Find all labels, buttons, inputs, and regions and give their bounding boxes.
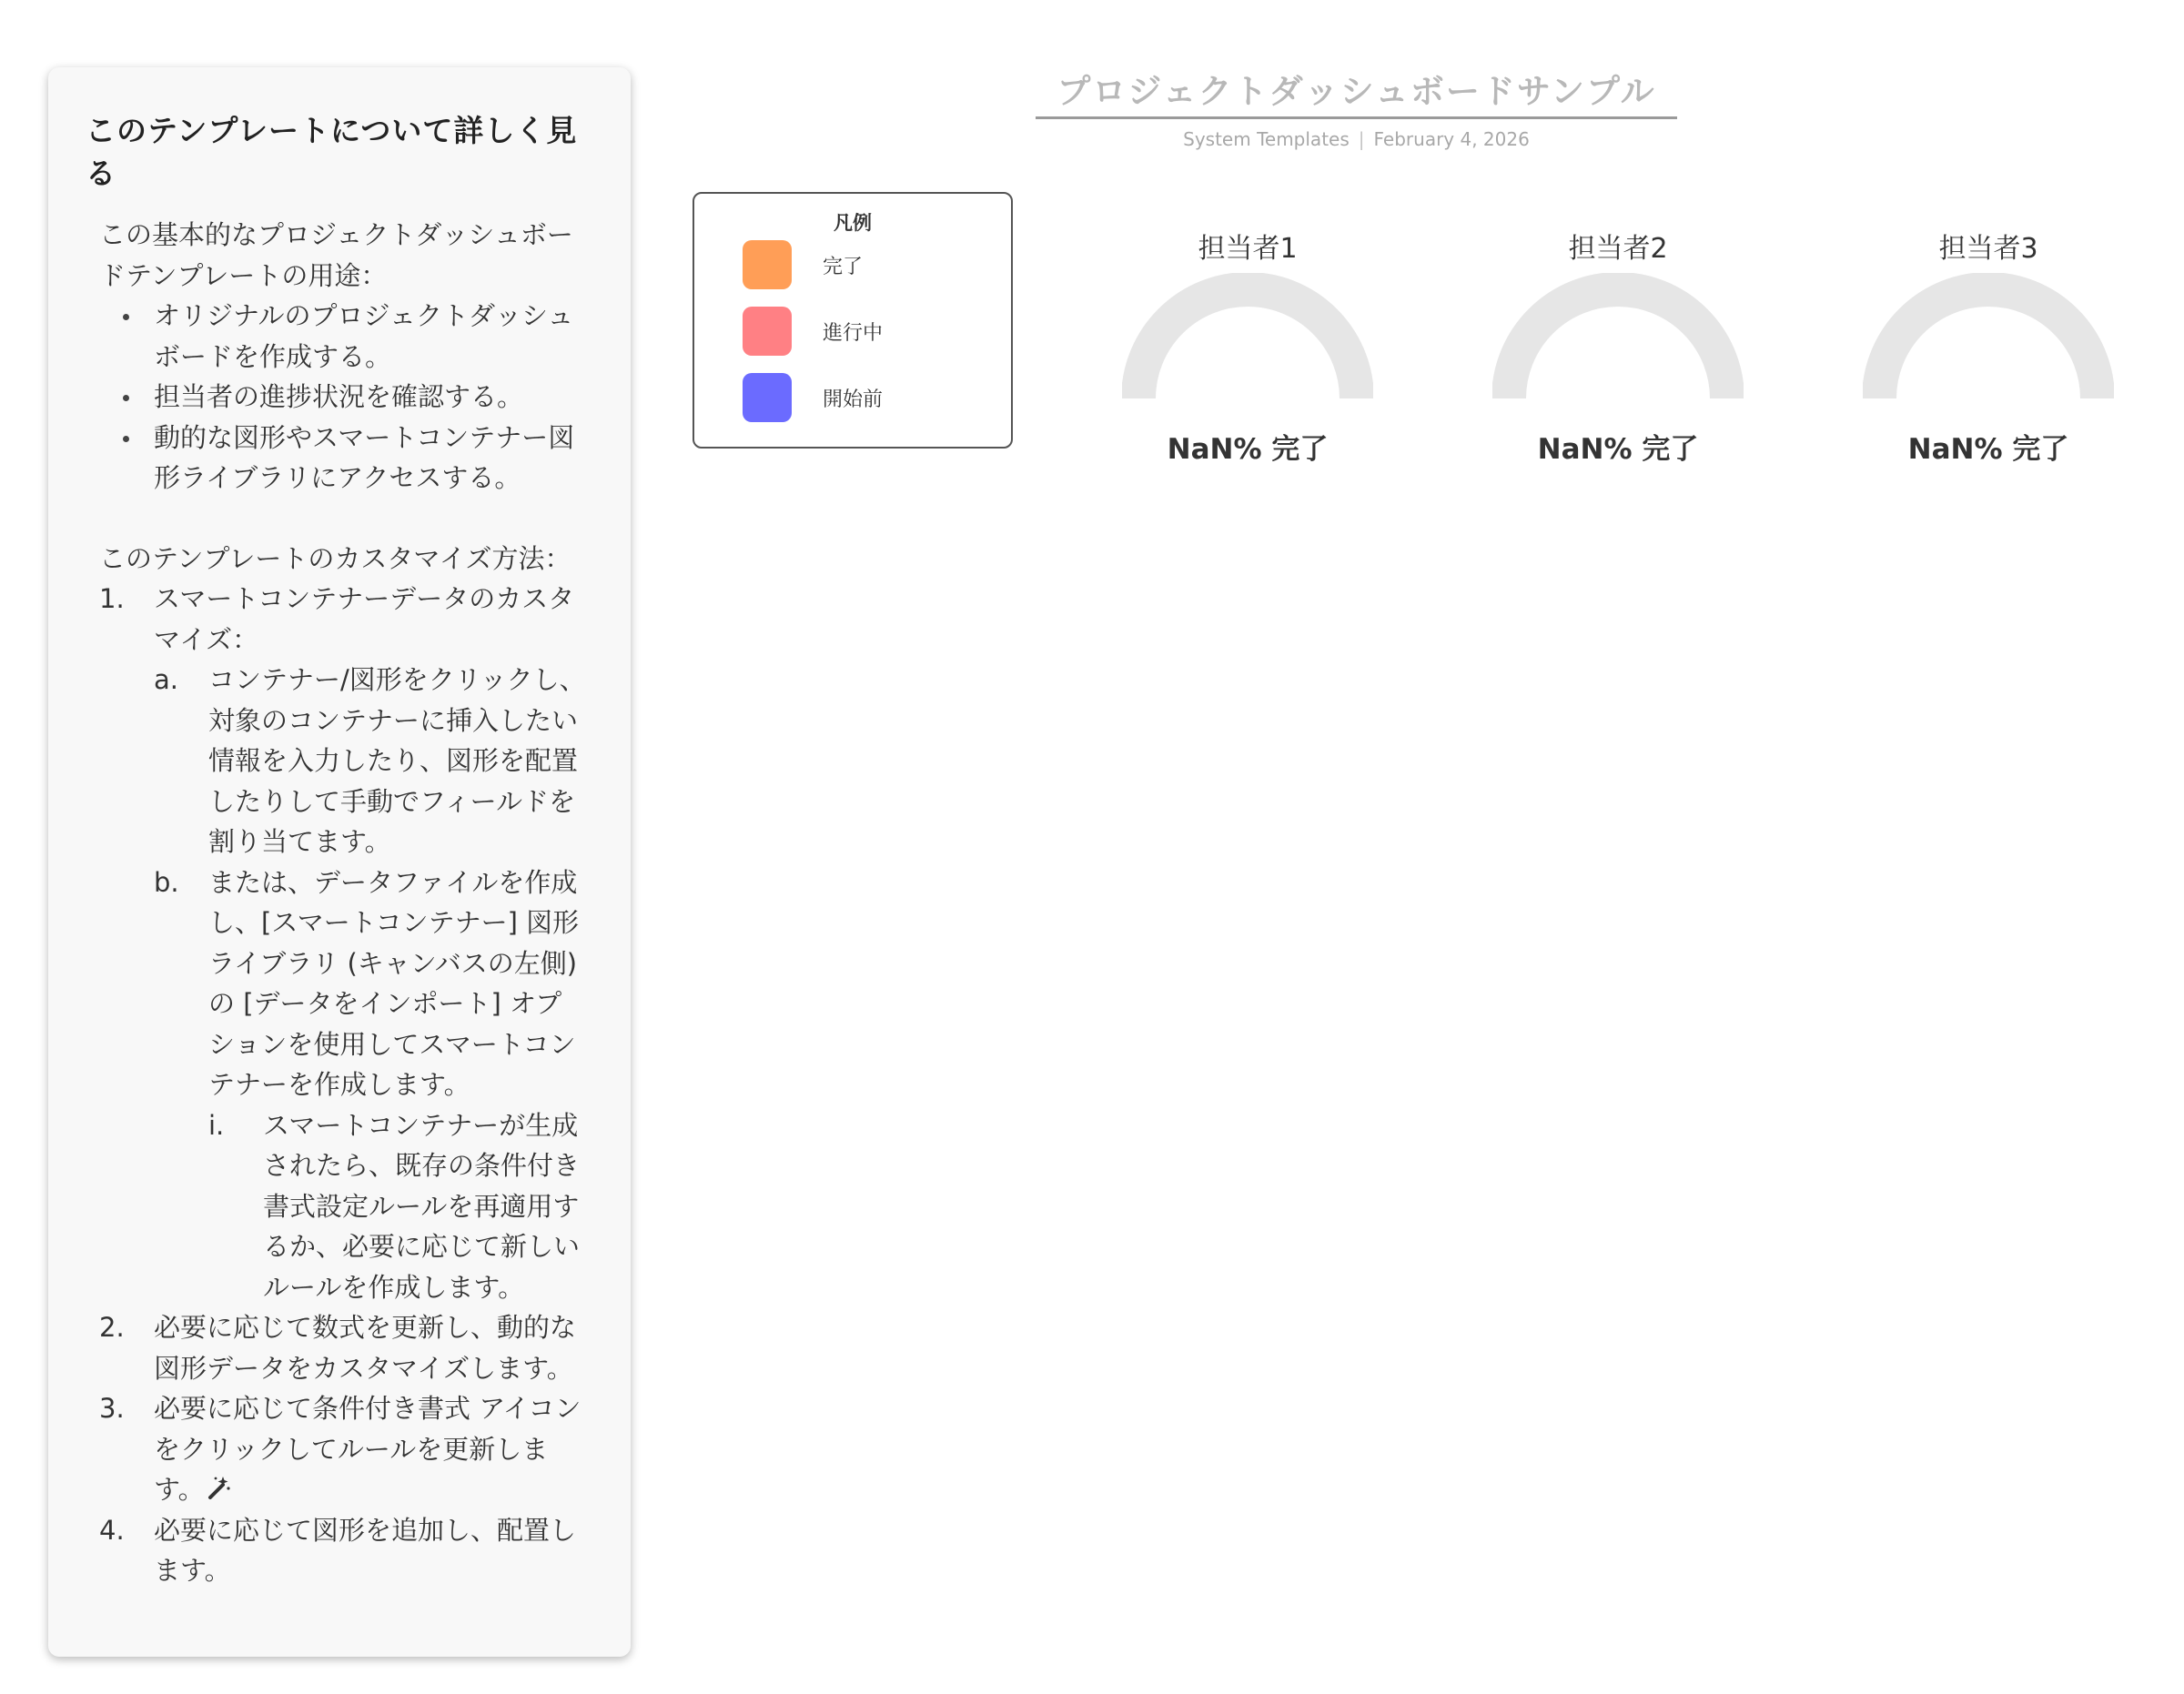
gauge-track bbox=[1509, 289, 1727, 398]
step-item bbox=[99, 1307, 594, 1388]
gauge-track bbox=[1879, 289, 2098, 398]
uses-item: 担当者の進捗状況を確認する。 bbox=[99, 377, 594, 418]
step-marker: 3. bbox=[99, 1393, 125, 1424]
info-panel-body bbox=[99, 215, 594, 1591]
gauge-assignee-name: 担当者2 bbox=[1568, 233, 1668, 265]
gauge-value: NaN% 完了 bbox=[1537, 433, 1699, 466]
gauge-value: NaN% 完了 bbox=[1167, 433, 1329, 466]
uses-item: 動的な図形やスマートコンテナー図形ライブラリにアクセスする。 bbox=[99, 418, 594, 499]
dashboard-header bbox=[1036, 64, 1677, 150]
legend-item-in-progress bbox=[743, 307, 883, 356]
magic-wand-icon bbox=[205, 1474, 232, 1501]
step-text: 必要に応じて条件付き書式 アイコンをクリックしてルールを更新します。 bbox=[154, 1393, 581, 1505]
step-marker: 1. bbox=[99, 583, 125, 614]
gauge-arc bbox=[1492, 273, 1744, 400]
step-item bbox=[99, 1388, 594, 1510]
step-marker: a. bbox=[154, 664, 178, 695]
gauge-assignee-2[interactable] bbox=[1486, 226, 1750, 467]
page-title[interactable]: プロジェクトダッシュボードサンプル bbox=[1036, 64, 1677, 119]
page-meta bbox=[1036, 128, 1677, 150]
step-item bbox=[99, 1510, 594, 1591]
step-marker: 2. bbox=[99, 1312, 125, 1343]
uses-item: オリジナルのプロジェクトダッシュボードを作成する。 bbox=[99, 296, 594, 377]
gauge-assignee-1[interactable] bbox=[1116, 226, 1380, 467]
gauge-value: NaN% 完了 bbox=[1907, 433, 2069, 466]
uses-intro: この基本的なプロジェクトダッシュボードテンプレートの用途： bbox=[99, 219, 573, 291]
legend-label: 進行中 bbox=[823, 321, 884, 345]
step-item bbox=[99, 660, 594, 862]
legend-label: 完了 bbox=[823, 255, 864, 278]
gauge-assignee-name: 担当者1 bbox=[1198, 233, 1298, 265]
gauge-assignee-3[interactable] bbox=[1856, 226, 2120, 467]
step-marker: b. bbox=[154, 866, 179, 898]
step-text: 必要に応じて数式を更新し、動的な図形データをカスタマイズします。 bbox=[154, 1312, 577, 1384]
legend-box[interactable] bbox=[693, 192, 1013, 449]
legend-swatch bbox=[743, 373, 792, 422]
date-label: February 4, 2026 bbox=[1373, 128, 1530, 150]
step-text: または、データファイルを作成し、[スマートコンテナー] 図形ライブラリ (キャンバスの左側) の [データをインポート] オプションを使用してスマートコンテナーを作成します。 bbox=[208, 866, 580, 1100]
gauge-arc bbox=[1122, 273, 1373, 400]
step-text: 必要に応じて図形を追加し、配置します。 bbox=[154, 1514, 577, 1586]
step-marker: i. bbox=[208, 1109, 225, 1141]
legend-swatch bbox=[743, 307, 792, 356]
step-text-wrap bbox=[154, 1388, 587, 1510]
legend-label: 開始前 bbox=[823, 388, 884, 411]
info-panel-title: このテンプレートについて詳しく見る bbox=[86, 113, 578, 191]
step-marker: 4. bbox=[99, 1514, 125, 1546]
step-item bbox=[99, 579, 594, 660]
meta-separator: | bbox=[1358, 128, 1365, 150]
step-item bbox=[99, 862, 594, 1105]
legend-item-not-started bbox=[743, 373, 883, 422]
gauge-assignee-name: 担当者3 bbox=[1938, 233, 2038, 265]
step-text: スマートコンテナーが生成されたら、既存の条件付き書式設定ルールを再適用するか、必要に応じて新しいルールを作成します。 bbox=[263, 1109, 581, 1303]
legend-swatch bbox=[743, 240, 792, 289]
legend-item-complete bbox=[743, 240, 863, 289]
uses-list bbox=[99, 296, 594, 499]
gauge-track bbox=[1138, 289, 1357, 398]
step-text: スマートコンテナーデータのカスタマイズ： bbox=[154, 583, 575, 655]
gauge-arc bbox=[1863, 273, 2114, 400]
step-item bbox=[99, 1105, 594, 1308]
template-info-panel bbox=[48, 67, 631, 1657]
customize-intro: このテンプレートのカスタマイズ方法： bbox=[99, 542, 571, 574]
legend-title: 凡例 bbox=[834, 212, 872, 234]
step-text: コンテナー/図形をクリックし、対象のコンテナーに挿入したい情報を入力したり、図形を配置したりして手動でフィールドを割り当てます。 bbox=[208, 664, 586, 857]
author-label: System Templates bbox=[1183, 128, 1350, 150]
